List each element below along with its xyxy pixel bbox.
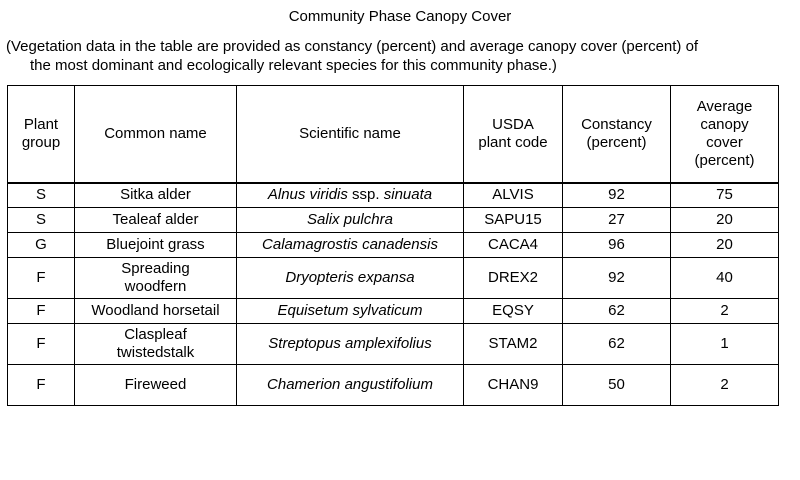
cell-canopy-cover: 75	[671, 183, 779, 208]
cell-constancy: 92	[563, 258, 671, 299]
table-row	[8, 365, 779, 406]
cell-canopy-cover: 40	[671, 258, 779, 299]
header-row	[8, 86, 779, 183]
table-row	[8, 208, 779, 233]
header-plant-group-line-1: Plant	[23, 115, 59, 133]
header-canopy-line-2: canopy	[700, 115, 749, 133]
header-canopy-cover	[671, 86, 779, 183]
cell-constancy: 50	[563, 365, 671, 406]
cell-plant-group: F	[8, 324, 75, 365]
header-canopy-line-1: Average	[696, 97, 753, 115]
scientific-rank: ssp.	[347, 186, 384, 204]
header-usda-code	[464, 86, 563, 183]
scientific-genus-species: Alnus viridis	[267, 186, 348, 204]
cell-constancy: 62	[563, 324, 671, 365]
cell-common-name: Tealeaf alder	[75, 208, 237, 233]
cell-common-name: Bluejoint grass	[75, 233, 237, 258]
cell-common-name: Sitka alder	[75, 183, 237, 208]
cell-scientific-name: Chamerion angustifolium	[237, 365, 464, 406]
cell-scientific-name: Calamagrostis canadensis	[237, 233, 464, 258]
header-scientific-name: Scientific name	[237, 86, 464, 183]
table-row	[8, 233, 779, 258]
table-row	[8, 324, 779, 365]
cell-constancy: 27	[563, 208, 671, 233]
cell-plant-group: F	[8, 365, 75, 406]
header-canopy-line-4: (percent)	[694, 151, 755, 169]
cell-plant-group: S	[8, 208, 75, 233]
cell-usda-code: CACA4	[464, 233, 563, 258]
common-name-line-1: Claspleaf	[124, 326, 187, 343]
table-row	[8, 299, 779, 324]
cell-constancy: 96	[563, 233, 671, 258]
common-name-line-2: woodfern	[124, 278, 187, 295]
cell-scientific-name: Dryopteris expansa	[237, 258, 464, 299]
header-plant-group-line-2: group	[21, 133, 61, 151]
cell-common-name	[75, 258, 237, 299]
caption-line-1: (Vegetation data in the table are provided as constancy (percent) and average canopy cover (percent) of	[6, 38, 699, 55]
header-constancy-line-2: (percent)	[586, 133, 647, 151]
cell-scientific-name	[237, 183, 464, 208]
cell-plant-group: S	[8, 183, 75, 208]
cell-usda-code: EQSY	[464, 299, 563, 324]
cell-scientific-name: Equisetum sylvaticum	[237, 299, 464, 324]
cell-usda-code: CHAN9	[464, 365, 563, 406]
cell-common-name: Fireweed	[75, 365, 237, 406]
cell-plant-group: F	[8, 299, 75, 324]
cell-scientific-name: Salix pulchra	[237, 208, 464, 233]
header-plant-group	[8, 86, 75, 183]
common-name-line-2: twistedstalk	[116, 344, 195, 361]
cell-plant-group: F	[8, 258, 75, 299]
cell-common-name	[75, 324, 237, 365]
cell-canopy-cover: 20	[671, 208, 779, 233]
common-name-line-1: Spreading	[121, 260, 190, 277]
cell-usda-code: SAPU15	[464, 208, 563, 233]
header-constancy	[563, 86, 671, 183]
cell-canopy-cover: 2	[671, 365, 779, 406]
cell-constancy: 62	[563, 299, 671, 324]
caption-line-2: the most dominant and ecologically relevant species for this community phase.)	[30, 57, 557, 74]
cell-common-name: Woodland horsetail	[75, 299, 237, 324]
cell-usda-code: STAM2	[464, 324, 563, 365]
cell-scientific-name: Streptopus amplexifolius	[237, 324, 464, 365]
cell-canopy-cover: 20	[671, 233, 779, 258]
table-caption	[6, 37, 796, 75]
cell-usda-code: DREX2	[464, 258, 563, 299]
header-common-name: Common name	[75, 86, 237, 183]
cell-usda-code: ALVIS	[464, 183, 563, 208]
scientific-subspecies: sinuata	[383, 186, 433, 204]
table-row	[8, 258, 779, 299]
table-row	[8, 183, 779, 208]
page-title: Community Phase Canopy Cover	[288, 8, 512, 25]
header-constancy-line-1: Constancy	[581, 115, 652, 133]
canopy-cover-table	[7, 85, 779, 406]
header-usda-line-2: plant code	[478, 133, 548, 151]
cell-canopy-cover: 2	[671, 299, 779, 324]
cell-constancy: 92	[563, 183, 671, 208]
cell-canopy-cover: 1	[671, 324, 779, 365]
header-canopy-line-3: cover	[706, 133, 743, 151]
cell-plant-group: G	[8, 233, 75, 258]
header-usda-line-1: USDA	[492, 115, 534, 133]
